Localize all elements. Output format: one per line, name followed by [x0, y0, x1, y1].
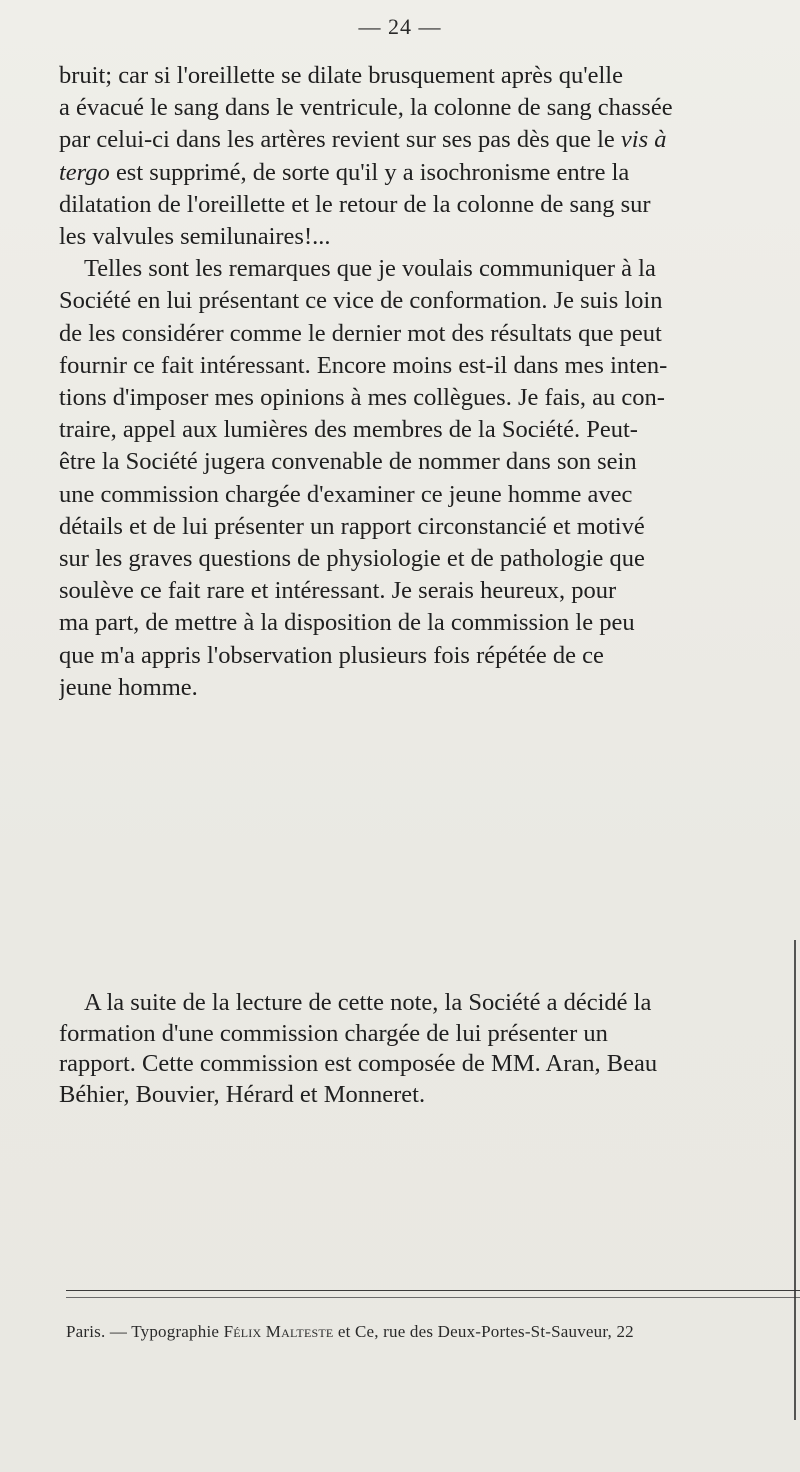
text-span: est supprimé, de sorte qu'il y a isochronisme entre la: [109, 158, 630, 186]
text-line: les valvules semilunaires!...: [59, 223, 331, 251]
footer-rule: [66, 1290, 800, 1291]
text-line: une commission chargée d'examiner ce jeune homme avec: [59, 480, 633, 508]
closing-paragraph: [59, 988, 799, 1110]
page-edge-shadow: [794, 940, 796, 1420]
text-line: a évacué le sang dans le ventricule, la colonne de sang chassée: [59, 94, 673, 122]
main-text: [59, 60, 799, 704]
footer-rule-secondary: [66, 1297, 800, 1298]
text-line: Telles sont les remarques que je voulais communiquer à la: [84, 255, 656, 283]
text-line: bruit; car si l'oreillette se dilate brusquement après qu'elle: [59, 62, 623, 89]
text-line: être la Société jugera convenable de nommer dans son sein: [59, 448, 637, 476]
text-line: dilatation de l'oreillette et le retour de la colonne de sang sur: [59, 190, 651, 218]
text-line: détails et de lui présenter un rapport circonstancié et motivé: [59, 512, 645, 540]
imprint-suffix: et Ce, rue des Deux-Portes-St-Sauveur, 22: [333, 1322, 634, 1341]
text-span: par celui-ci dans les artères revient sur ses pas dès que le: [59, 126, 621, 154]
italic-text: vis à: [620, 126, 667, 154]
text-line: A la suite de la lecture de cette note, la Société a décidé la: [84, 989, 652, 1016]
text-line: jeune homme.: [59, 673, 198, 701]
text-line: sur les graves questions de physiologie et de pathologie que: [59, 545, 645, 573]
text-line: formation d'une commission chargée de lui présenter un: [59, 1019, 608, 1047]
text-line: que m'a appris l'observation plusieurs fois répétée de ce: [59, 641, 604, 669]
text-line: Béhier, Bouvier, Hérard et Monneret.: [59, 1080, 426, 1108]
printer-imprint: [66, 1322, 800, 1342]
text-line: [59, 124, 799, 156]
text-line: soulève ce fait rare et intéressant. Je serais heureux, pour: [59, 577, 617, 605]
text-line: traire, appel aux lumières des membres de la Société. Peut-: [59, 416, 638, 444]
page-number: — 24 —: [358, 14, 442, 39]
text-line: ma part, de mettre à la disposition de la commission le peu: [59, 609, 635, 637]
text-line: Société en lui présentant ce vice de conformation. Je suis loin: [59, 287, 663, 315]
italic-text: tergo: [59, 158, 110, 186]
text-line: [59, 157, 799, 189]
imprint-prefix: Paris. — Typographie: [66, 1322, 224, 1341]
imprint-printer-name: Félix Malteste: [223, 1322, 334, 1341]
text-line: fournir ce fait intéressant. Encore moins est-il dans mes inten-: [59, 351, 668, 379]
text-line: rapport. Cette commission est composée de MM. Aran, Beau: [59, 1050, 658, 1077]
text-line: tions d'imposer mes opinions à mes collègues. Je fais, au con-: [59, 384, 665, 412]
text-line: de les considérer comme le dernier mot des résultats que peut: [59, 319, 662, 347]
